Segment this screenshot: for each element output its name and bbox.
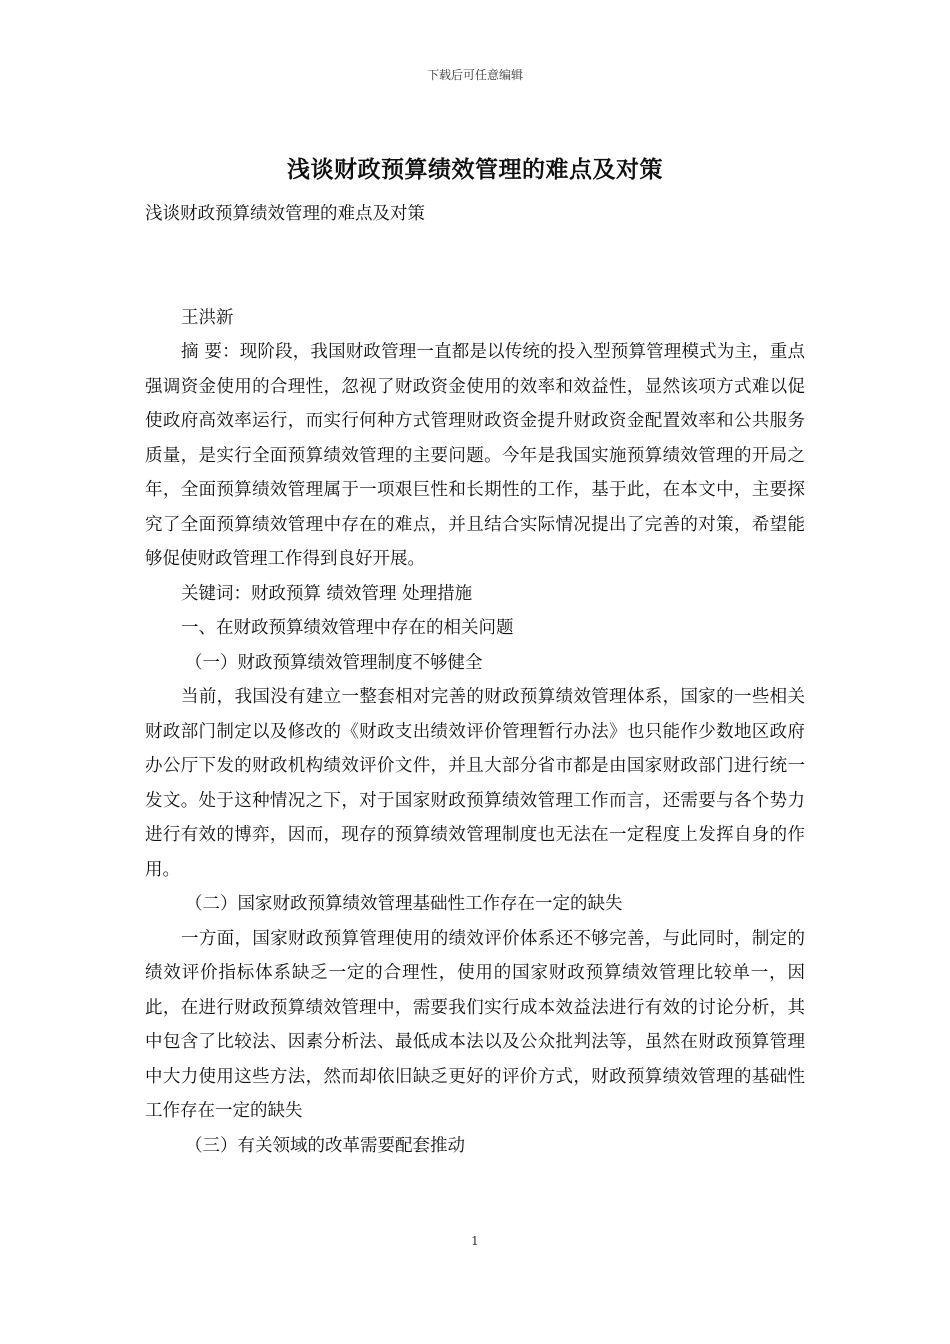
blank-space [145, 232, 805, 301]
header-note: 下载后可任意编辑 [426, 68, 523, 82]
body-paragraph: 一方面，国家财政预算管理使用的绩效评价体系还不够完善，与此同时，制定的绩效评价指标体系缺乏一定的合理性，使用的国家财政预算绩效管理比较单一，因此，在进行财政预算绩效管理中，需要我们实行成本效益法进行有效的讨论分析，其中包含了比较法、因素分析法、最低成本法以及公众批判法等，虽然在财政预算管理中大力使用这些方法，然而却依旧缺乏更好的评价方式，财政预算绩效管理的基础性工作存在一定的缺失 [145, 928, 805, 1121]
body-paragraph: 当前，我国没有建立一整套相对完善的财政预算绩效管理体系，国家的一些相关财政部门制定以及修改的《财政支出绩效评价管理暂行办法》也只能作少数地区政府办公厅下发的财政机构绩效评价文件，并且大部分省市都是由国家财政部门进行统一发文。处于这种情况之下，对于国家财政预算绩效管理工作而言，还需要与各个势力进行有效的博弈，因而，现存的预算绩效管理制度也无法在一定程度上发挥自身的作用。 [145, 687, 805, 880]
section-heading: 一、在财政预算绩效管理中存在的相关问题 [181, 618, 514, 638]
page-number: 1 [471, 1234, 479, 1248]
subsection-heading: （一）财政预算绩效管理制度不够健全 [185, 652, 483, 673]
keywords-line: 关键词：财政预算 绩效管理 处理措施 [181, 583, 473, 604]
author-name: 王洪新 [181, 307, 234, 328]
subsection-heading: （三）有关领域的改革需要配套推动 [185, 1135, 465, 1156]
document-body [145, 197, 805, 1163]
document-subtitle: 浅谈财政预算绩效管理的难点及对策 [145, 204, 425, 224]
document-title: 浅谈财政预算绩效管理的难点及对策 [287, 156, 663, 183]
subsection-heading: （二）国家财政预算绩效管理基础性工作存在一定的缺失 [185, 894, 623, 914]
abstract-paragraph: 摘 要：现阶段，我国财政管理一直都是以传统的投入型预算管理模式为主，重点强调资金使用的合理性，忽视了财政资金使用的效率和效益性，显然该项方式难以促使政府高效率运行，而实行何种方式管理财政资金提升财政资金配置效率和公共服务质量，是实行全面预算绩效管理的主要问题。今年是我国实施预算绩效管理的开局之年，全面预算绩效管理属于一项艰巨性和长期性的工作，基于此，在本文中，主要探究了全面预算绩效管理中存在的难点，并且结合实际情况提出了完善的对策，希望能够促使财政管理工作得到良好开展。 [145, 342, 805, 569]
